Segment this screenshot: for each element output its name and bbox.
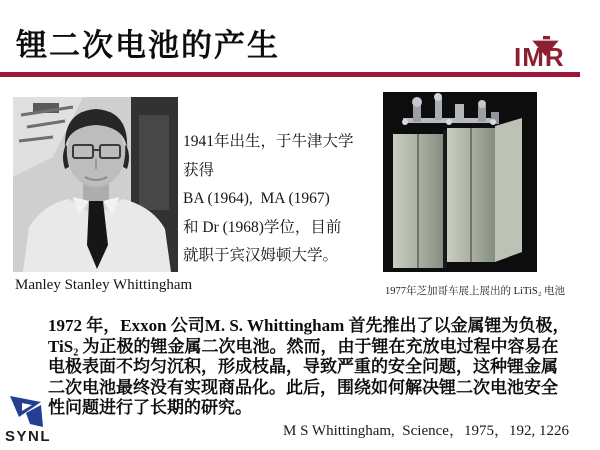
whittingham-portrait-photo [13,97,178,272]
synl-logo-icon [7,395,47,429]
body-line: 电极表面不均匀沉积，形成枝晶，导致严重的安全问题，这种锂金属 [48,357,558,376]
title-underline [0,72,580,77]
reference-citation: M S Whittingham, Science，1975，192, 1226 [283,423,569,439]
synl-logo-text: SYNL [5,428,52,445]
imr-logo-text: IMR [514,42,565,72]
bio-line: BA (1964), MA (1967) [183,190,330,207]
body-line: 二次电池最终没有实现商品化。此后，围绕如何解决锂二次电池安全 [48,377,558,397]
imr-logo [514,36,586,72]
body-paragraph [48,316,568,419]
bio-line: 就职于宾汉姆顿大学。 [183,247,339,264]
battery-caption: 1977年芝加哥车展上展出的 LiTiS₂ 电池 [385,286,566,297]
bio-text-block [183,128,354,271]
body-line: TiS₂ 为正极的锂金属二次电池。然而，由于锂在充放电过程中容易在 [48,336,559,356]
portrait-caption: Manley Stanley Whittingham [15,277,193,293]
bio-line: 1941年出生，于牛津大学 [183,133,354,150]
page-title: 锂二次电池的产生 [16,28,280,63]
battery-photo-art [383,92,537,272]
portrait-photo-art [13,97,178,272]
imr-logo-icon [514,36,586,72]
synl-logo [5,395,57,449]
bio-line: 获得 [183,161,215,179]
body-line: 性问题进行了长期的研究。 [48,398,252,417]
body-line: 1972 年，Exxon 公司M. S. Whittingham 首先推出了以金属锂为负极， [48,316,570,335]
battery-photo [383,92,537,272]
bio-line: 和 Dr (1968)学位，目前 [183,218,342,236]
